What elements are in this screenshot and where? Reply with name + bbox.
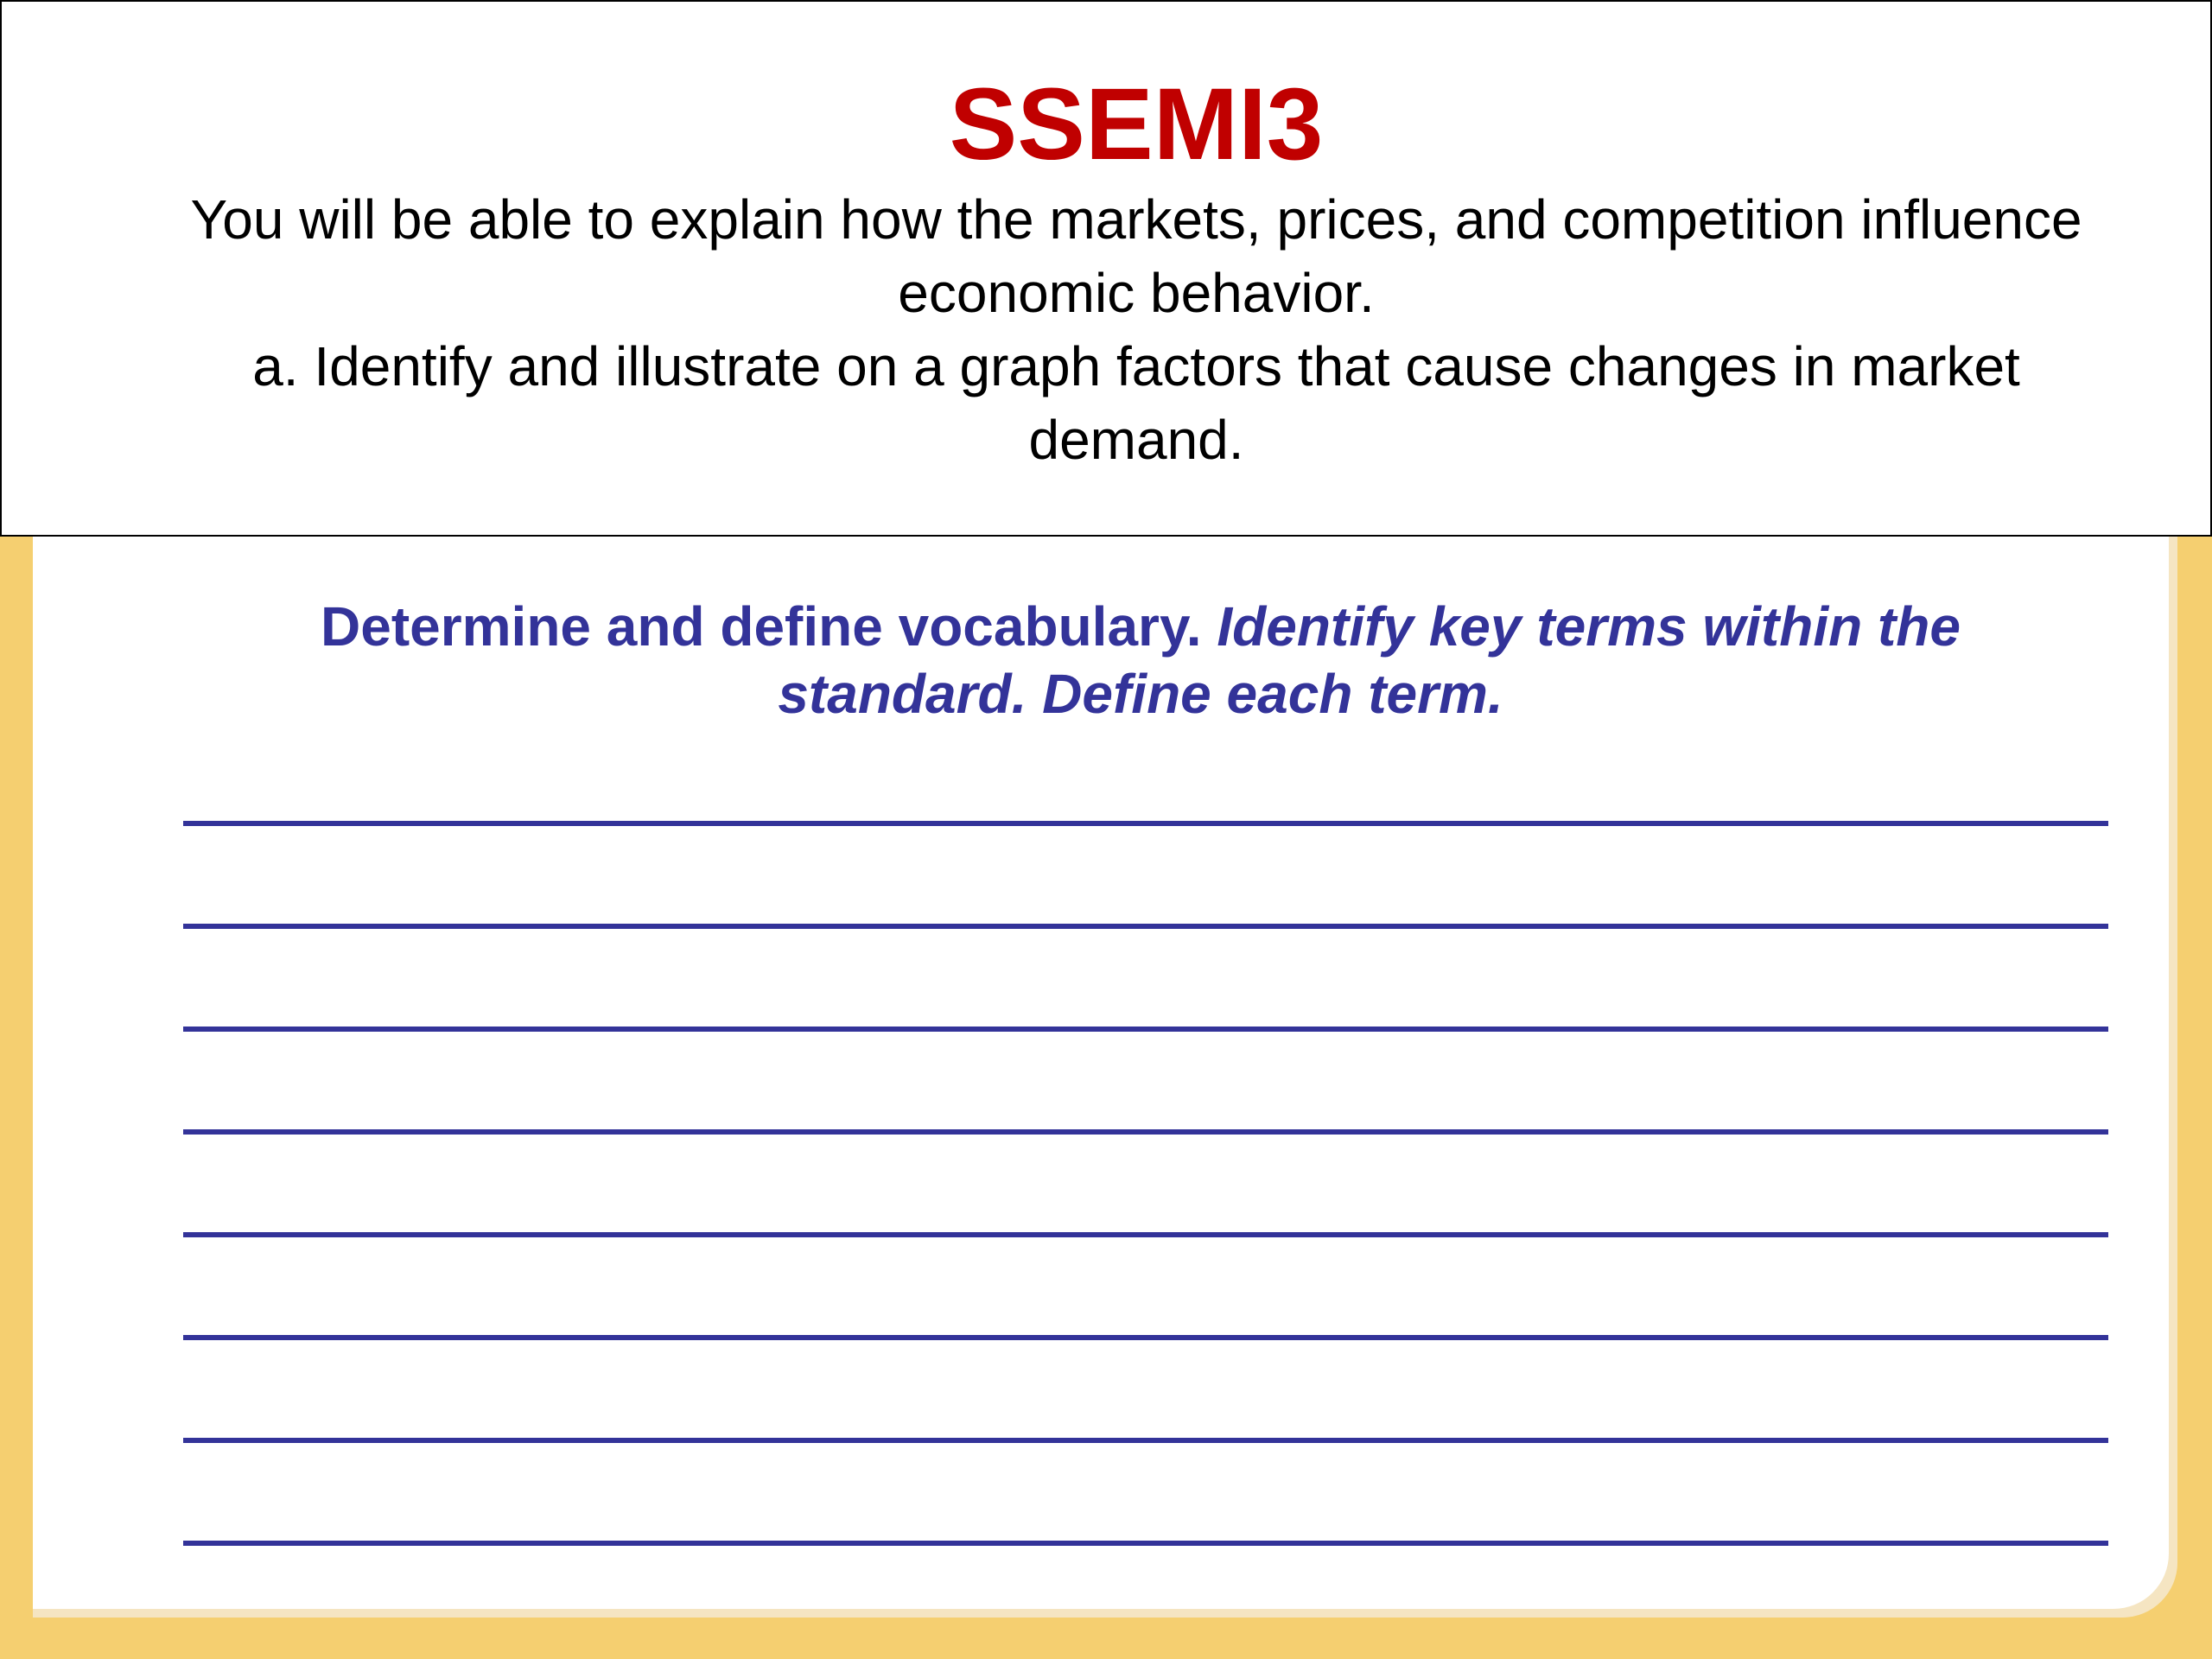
instruction-emphasis-2: standard. Define each term. <box>778 663 1503 725</box>
writing-line-2[interactable] <box>183 924 2108 929</box>
standard-description <box>2 183 2212 477</box>
writing-line-3[interactable] <box>183 1027 2108 1032</box>
standard-box <box>0 0 2212 537</box>
instruction-emphasis-1: Identify key terms within the <box>1217 595 1961 658</box>
writing-line-7[interactable] <box>183 1438 2108 1443</box>
standard-code: SSEMI3 <box>949 67 1324 181</box>
writing-line-5[interactable] <box>183 1232 2108 1237</box>
writing-line-1[interactable] <box>183 821 2108 826</box>
standard-line-1: You will be able to explain how the markets, prices, and competition influence <box>190 188 2082 251</box>
writing-line-8[interactable] <box>183 1541 2108 1546</box>
writing-line-4[interactable] <box>183 1129 2108 1135</box>
standard-line-3: a. Identify and illustrate on a graph factors that cause changes in market <box>252 335 2020 397</box>
standard-line-2: economic behavior. <box>898 262 1375 324</box>
writing-line-6[interactable] <box>183 1335 2108 1340</box>
instruction-lead: Determine and define vocabulary. <box>321 595 1202 658</box>
standard-line-4: demand. <box>1028 409 1244 471</box>
vocabulary-instruction <box>190 593 2091 728</box>
